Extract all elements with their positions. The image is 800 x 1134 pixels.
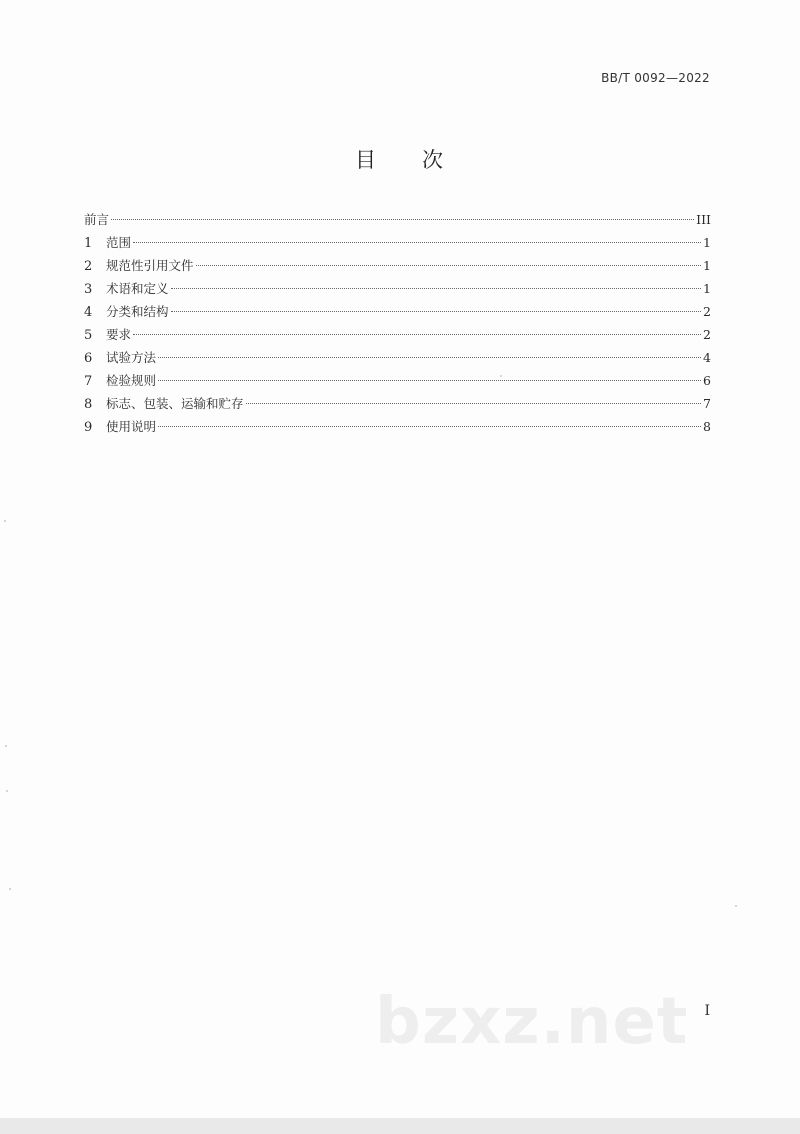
toc-title (0, 144, 800, 174)
toc-entry-4[interactable] (84, 302, 711, 325)
toc-entry-label: 规范性引用文件 (106, 258, 194, 273)
toc-entry-8[interactable] (84, 394, 711, 417)
toc-dot-leader (171, 287, 702, 289)
toc-entry-label: 分类和结构 (106, 304, 169, 319)
toc-dot-leader (133, 333, 701, 335)
toc-entry-label: 要求 (106, 327, 132, 342)
toc-entry-6[interactable] (84, 348, 711, 371)
toc-dot-leader (111, 218, 694, 220)
watermark-text: bzxz.net (375, 985, 689, 1059)
toc-entry-foreword[interactable] (84, 210, 711, 233)
toc-entry-label: 范围 (106, 235, 132, 250)
toc-entry-page: 8 (703, 419, 711, 434)
toc-entry-5[interactable] (84, 325, 711, 348)
toc-dot-leader (171, 310, 702, 312)
toc-entry-number: 8 (84, 397, 93, 412)
toc-entry-label: 术语和定义 (106, 281, 169, 296)
toc-entry-label: 试验方法 (106, 350, 157, 365)
toc-dot-leader (196, 264, 702, 266)
standard-code: BB/T 0092—2022 (601, 71, 710, 85)
toc-dot-leader (246, 402, 702, 404)
toc-entry-7[interactable] (84, 371, 711, 394)
toc-entry-page: 7 (703, 396, 711, 411)
toc-entry-number: 1 (84, 236, 93, 251)
toc-entry-number: 3 (84, 282, 93, 297)
page-number: I (704, 1003, 710, 1019)
toc-entry-9[interactable] (84, 417, 711, 440)
toc-entry-label: 检验规则 (106, 373, 157, 388)
toc-entry-number: 5 (84, 328, 93, 343)
toc-entry-page: 2 (703, 327, 711, 342)
scan-bottom-edge (0, 1118, 800, 1134)
toc-entry-page: 6 (703, 373, 711, 388)
toc-entry-number: 2 (84, 259, 93, 274)
toc-entry-number: 9 (84, 420, 93, 435)
toc-dot-leader (158, 425, 701, 427)
toc-entry-number: 6 (84, 351, 93, 366)
toc-entry-number: 4 (84, 305, 93, 320)
toc-entry-number: 7 (84, 374, 93, 389)
table-of-contents (84, 210, 711, 440)
toc-entry-1[interactable] (84, 233, 711, 256)
toc-entry-page: 1 (703, 258, 711, 273)
toc-dot-leader (158, 379, 701, 381)
toc-entry-page: 1 (703, 235, 711, 250)
toc-dot-leader (158, 356, 701, 358)
toc-entry-page: 2 (703, 304, 711, 319)
toc-entry-label: 标志、包装、运输和贮存 (106, 396, 244, 411)
toc-entry-page: 4 (703, 350, 711, 365)
toc-entry-label: 使用说明 (106, 419, 157, 434)
toc-entry-2[interactable] (84, 256, 711, 279)
toc-title-char-1: 目 (355, 148, 378, 172)
toc-dot-leader (133, 241, 701, 243)
toc-entry-page: III (696, 212, 711, 227)
toc-entry-3[interactable] (84, 279, 711, 302)
toc-title-char-2: 次 (422, 148, 445, 172)
toc-entry-label: 前言 (84, 212, 110, 227)
toc-entry-page: 1 (703, 281, 711, 296)
